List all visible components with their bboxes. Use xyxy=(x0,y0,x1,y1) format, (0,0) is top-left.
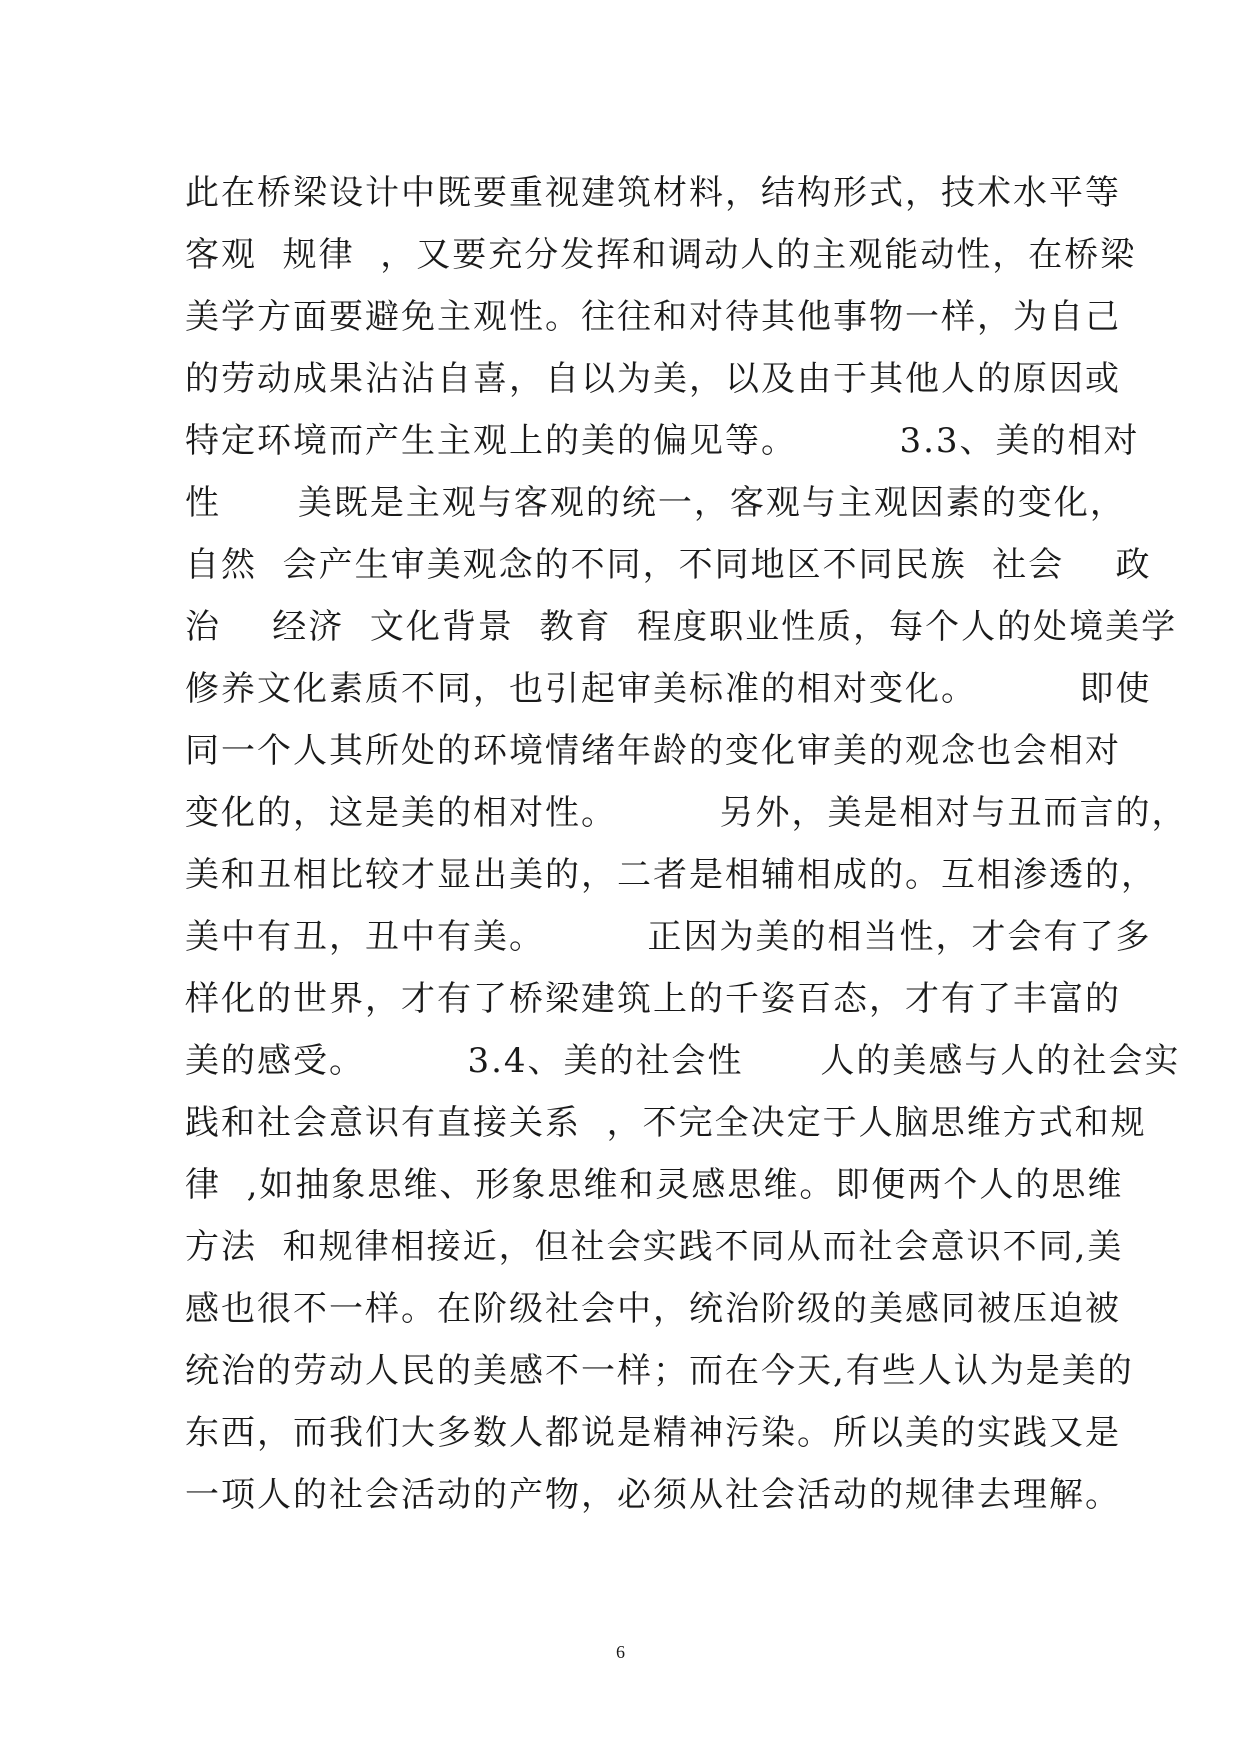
text-line: 此在桥梁设计中既要重视建筑材料，结构形式，技术水平等 xyxy=(185,173,1121,213)
text-line: 方法 和规律相接近，但社会实践不同从而社会意识不同,美 xyxy=(185,1227,1124,1267)
text-line: 变化的，这是美的相对性。 另外，美是相对与丑而言的， xyxy=(185,793,1188,833)
text-line: 同一个人其所处的环境情绪年龄的变化审美的观念也会相对 xyxy=(185,731,1121,771)
text-line: 样化的世界，才有了桥梁建筑上的千姿百态，才有了丰富的 xyxy=(185,979,1121,1019)
text-line: 客观 规律 ，又要充分发挥和调动人的主观能动性，在桥梁 xyxy=(185,235,1137,275)
text-line: 美和丑相比较才显出美的，二者是相辅相成的。互相渗透的， xyxy=(185,855,1157,895)
text-line: 一项人的社会活动的产物，必须从社会活动的规律去理解。 xyxy=(185,1475,1121,1515)
text-line: 的劳动成果沾沾自喜，自以为美，以及由于其他人的原因或 xyxy=(185,359,1121,399)
text-line: 践和社会意识有直接关系 ，不完全决定于人脑思维方式和规 xyxy=(185,1103,1147,1143)
text-line: 东西，而我们大多数人都说是精神污染。所以美的实践又是 xyxy=(185,1413,1121,1453)
text-line: 性 美既是主观与客观的统一，客观与主观因素的变化， xyxy=(185,483,1126,523)
text-line: 修养文化素质不同，也引起审美标准的相对变化。 即使 xyxy=(185,669,1152,709)
text-line: 统治的劳动人民的美感不一样；而在今天,有些人认为是美的 xyxy=(185,1351,1134,1391)
text-line: 特定环境而产生主观上的美的偏见等。 3.3、美的相对 xyxy=(185,421,1140,461)
body-text xyxy=(185,162,1188,1526)
text-line: 美的感受。 3.4、美的社会性 人的美感与人的社会实 xyxy=(185,1041,1181,1081)
text-line: 自然 会产生审美观念的不同，不同地区不同民族 社会 政 xyxy=(185,545,1152,585)
text-line: 美中有丑，丑中有美。 正因为美的相当性，才会有了多 xyxy=(185,917,1152,957)
page-number: 6 xyxy=(616,1642,625,1662)
text-line: 律 ,如抽象思维、形象思维和灵感思维。即便两个人的思维 xyxy=(185,1165,1124,1205)
text-line: 美学方面要避免主观性。往往和对待其他事物一样，为自己 xyxy=(185,297,1121,337)
text-line: 感也很不一样。在阶级社会中，统治阶级的美感同被压迫被 xyxy=(185,1289,1121,1329)
text-line: 治 经济 文化背景 教育 程度职业性质，每个人的处境美学 xyxy=(185,607,1178,647)
